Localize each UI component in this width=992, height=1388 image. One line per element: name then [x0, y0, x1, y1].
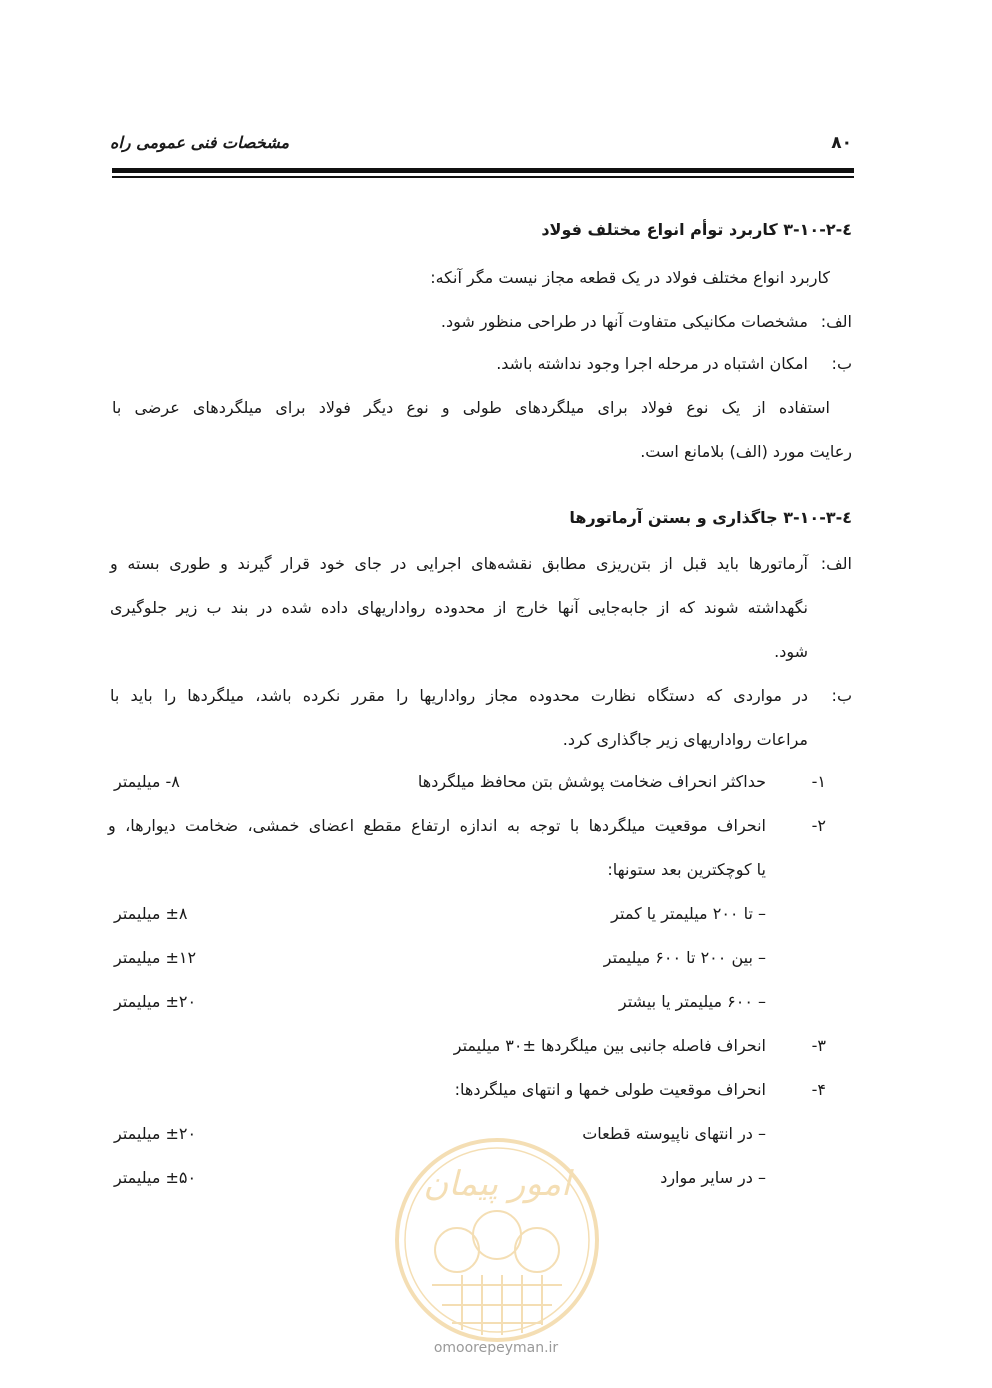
tolerance-item-1-number: ۱- — [811, 772, 826, 791]
section2-item-b-line1: در مواردی که دستگاه نظارت محدوده مجاز رواداریها را مقرر نکرده باشد، میلگردها را باید با — [110, 686, 808, 705]
section1-item-a-label: الف: — [820, 312, 852, 331]
tolerance-item-4-sub1: – در انتهای ناپیوسته قطعات — [582, 1124, 766, 1143]
tolerance-item-2-line2: یا کوچکترین بعد ستونها: — [607, 860, 766, 879]
section2-item-a-label: الف: — [820, 554, 852, 573]
section2-item-b-line2: مراعات رواداریهای زیر جاگذاری کرد. — [562, 730, 808, 749]
tolerance-item-3-number: ۳- — [811, 1036, 826, 1055]
tolerance-item-2-sub1-value: ±۸ میلیمتر — [114, 904, 188, 923]
section2-item-b-label: ب: — [831, 686, 852, 705]
tolerance-item-1-value: ۸- میلیمتر — [114, 772, 180, 791]
tolerance-item-4-text: انحراف موقعیت طولی خمها و انتهای میلگردها: — [454, 1080, 766, 1099]
tolerance-item-3-text: انحراف فاصله جانبی بین میلگردها ±۳۰ میلیمتر — [453, 1036, 766, 1055]
watermark-site: omoorepeyman.ir — [433, 1340, 559, 1356]
tolerance-item-2-sub2-value: ±۱۲ میلیمتر — [114, 948, 197, 967]
tolerance-item-2-sub1: – تا ۲۰۰ میلیمتر یا کمتر — [611, 904, 766, 923]
running-header-title: مشخصات فنی عمومی راه — [110, 133, 290, 152]
header-rule-thin — [112, 176, 854, 178]
section1-item-b-label: ب: — [831, 354, 852, 373]
tolerance-item-4-sub2: – در سایر موارد — [660, 1168, 766, 1187]
tolerance-item-2-line1: انحراف موقعیت میلگردها با توجه به اندازه ارتفاع مقطع اعضای خمشی، ضخامت دیوارها، و — [108, 816, 766, 835]
tolerance-item-2-sub3: – ۶۰۰ میلیمتر یا بیشتر — [618, 992, 766, 1011]
watermark-logo-text: امور پیمان — [423, 1164, 571, 1204]
section1-paragraph-line2: رعایت مورد (الف) بلامانع است. — [640, 442, 852, 461]
section2-item-a-line2: نگهداشته شوند که از جابه‌جایی آنها خارج از محدوده رواداریهای داده شده در بند ب زیر جلوگیری — [110, 598, 808, 617]
tolerance-item-4-sub2-value: ±۵۰ میلیمتر — [114, 1168, 197, 1187]
section1-intro: کاربرد انواع مختلف فولاد در یک قطعه مجاز نیست مگر آنکه: — [430, 268, 830, 287]
section-heading-rebar-placement: ٤-۳-۱۰-۳ جاگذاری و بستن آرماتورها — [569, 508, 852, 527]
watermark-logo — [392, 1135, 602, 1345]
header-rule-thick — [112, 168, 854, 173]
tolerance-item-2-sub3-value: ±۲۰ میلیمتر — [114, 992, 197, 1011]
section1-paragraph-line1: استفاده از یک نوع فولاد برای میلگردهای طولی و نوع دیگر فولاد برای میلگردهای عرضی با — [112, 398, 830, 417]
tolerance-item-4-number: ۴- — [811, 1080, 826, 1099]
tolerance-item-2-number: ۲- — [811, 816, 826, 835]
section-heading-steel-combination: ٤-۳-۱۰-۲ کاربرد توأم انواع مختلف فولاد — [541, 220, 852, 239]
section2-item-a-line3: شود. — [774, 642, 808, 661]
section1-item-b-text: امکان اشتباه در مرحله اجرا وجود نداشته باشد. — [496, 354, 808, 373]
tolerance-item-1-text: حداکثر انحراف ضخامت پوشش بتن محافظ میلگردها — [417, 772, 766, 791]
tolerance-item-2-sub2: – بین ۲۰۰ تا ۶۰۰ میلیمتر — [603, 948, 766, 967]
tolerance-item-4-sub1-value: ±۲۰ میلیمتر — [114, 1124, 197, 1143]
page-number: ۸۰ — [831, 133, 852, 153]
section1-item-a-text: مشخصات مکانیکی متفاوت آنها در طراحی منظور شود. — [440, 312, 808, 331]
section2-item-a-line1: آرماتورها باید قبل از بتن‌ریزی مطابق نقشه‌های اجرایی در جای خود قرار گیرند و طوری بسته و — [110, 554, 808, 573]
